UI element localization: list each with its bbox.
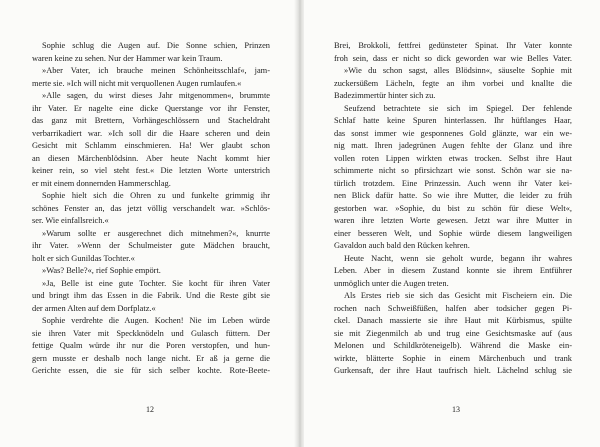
text-line: Schlaf hatte keine Spuren hinterlassen. Ihr hüftlanges Haar, xyxy=(334,116,572,125)
text-line: Als Erstes rieb sie sich das Gesicht mit Fischeiern ein. Die xyxy=(344,291,572,300)
text-line: keiner rein, so viel steht fest.« Die letzten Worte unterstrich xyxy=(32,166,270,175)
text-line: »Aber Vater, ich brauche meinen Schönheitsschlaf«, jam- xyxy=(42,66,270,75)
text-line: rochen nach Schweißfüßen, halfen aber todsicher gegen Pi- xyxy=(334,303,572,313)
text-line: Sophie hielt sich die Ohren zu und funkelte grimmig ihr xyxy=(42,191,270,200)
text-line: gestorben war. »Sophie, du bist zu schön für diese Welt«, xyxy=(334,203,572,213)
text-line: merte sie. »Ich will nicht mit verquollenen Augen rumlaufen.« xyxy=(32,78,242,88)
page-number-left: 12 xyxy=(146,405,154,414)
text-line: Badezimmertür hinter sich zu. xyxy=(334,91,436,100)
text-line: er mit einem donnernden Hammerschlag. xyxy=(32,178,171,188)
text-line: der armen Alten auf dem Dorfplatz.« xyxy=(32,303,156,313)
text-line: unmöglich unter die Augen treten. xyxy=(334,278,449,288)
text-line: und bringt ihm das Essen in die Fabrik. Und die Reste gibt sie xyxy=(32,291,270,300)
text-line: Gerichte essen, die sie für sich selber kochte. Rote-Beete- xyxy=(32,366,270,375)
text-line: fettige Qualm würde ihr nur die Poren verstopfen, und hun- xyxy=(32,341,270,350)
page-number-right: 13 xyxy=(452,405,460,414)
text-line: froh sein, dass er nicht so dick geworden war wie Belles Vater. xyxy=(334,53,572,63)
text-line: Gurkensaft, der ihre Haut taufrisch hielt. Lächelnd schlug sie xyxy=(334,366,572,375)
text-line: verbarrikadiert war. »Ich soll dir die Haare scheren und dein xyxy=(32,128,270,138)
text-line: Melonen und Schildkröteneigelb). Während die Maske ein- xyxy=(334,341,572,350)
text-line: holt er sich Gunildas Tochter.« xyxy=(32,253,135,263)
text-line: »Wie du schon sagst, alles Blödsinn«, säuselte Sophie mit xyxy=(344,66,572,75)
text-line: vollen roten Lippen wirkten etwas trocken. Selbst ihre Haut xyxy=(334,153,572,163)
text-line: Gavaldon auch bald den Rücken kehren. xyxy=(334,241,470,250)
text-line: »Ja, Belle ist eine gute Tochter. Sie kocht für ihren Vater xyxy=(42,278,270,288)
text-line: Gesicht mit Schlamm einschmieren. Ha! Wer glaubt schon xyxy=(32,141,270,150)
text-line: nen Blick dafür hatte. So wie ihre Mutter, die leider zu früh xyxy=(334,191,572,200)
text-line: schönes Fenster an, das jetzt völlig verschandelt war. »Schlös- xyxy=(32,203,270,213)
text-line: das sonst immer wie gesponnenes Gold glänzte, war ein we- xyxy=(334,128,572,138)
text-line: ihr Vater. Er nagelte eine dicke Querstange vor ihr Fenster, xyxy=(32,103,270,113)
right-page-text xyxy=(334,40,572,378)
text-line: »Alle sagen, du wirst dieses Jahr mitgenommen«, brummte xyxy=(42,91,270,100)
text-line: nig matt. Ihren jadegrünen Augen fehlte der Glanz und ihre xyxy=(334,141,572,150)
text-line: sie ihren Vater mit Speckknödeln und Gulasch füttern. Der xyxy=(32,328,270,338)
text-line: einer besseren Welt, und Sophie würde diesem langweiligen xyxy=(334,228,572,238)
text-line: zuckersüßem Lächeln, fegte an ihm vorbei und knallte die xyxy=(334,78,572,88)
text-line: Sophie schlug die Augen auf. Die Sonne schien, Prinzen xyxy=(42,41,270,50)
text-line: an diesen Märchenblödsinn. Aber heute Nacht kommt hier xyxy=(32,153,270,163)
text-line: waren keine zu sehen. Nur der Hammer war kein Traum. xyxy=(32,53,223,63)
left-page xyxy=(0,0,296,447)
text-line: ihr Vater. »Wenn der Schulmeister gute Mädchen braucht, xyxy=(32,241,270,250)
text-line: ser. Wie einfallsreich.« xyxy=(32,216,109,225)
text-line: das ganz mit Brettern, Vorhängeschlössern und Stacheldraht xyxy=(32,116,270,125)
text-line: Sophie verdrehte die Augen. Kochen! Nie im Leben würde xyxy=(42,316,270,325)
text-line: »Warum sollte er ausgerechnet dich mitnehmen?«, knurrte xyxy=(42,228,270,238)
text-line: ckel. Danach massierte sie ihre Haut mit Kürbismus, spülte xyxy=(334,316,572,325)
text-line: »Was? Belle?«, rief Sophie empört. xyxy=(42,266,161,275)
left-page-text xyxy=(32,40,270,378)
text-line: Brei, Brokkoli, fettfrei gedünsteter Spinat. Ihr Vater konnte xyxy=(334,41,572,50)
text-line: sie mit Ziegenmilch ab und trug eine Gesichtsmaske auf (aus xyxy=(334,328,572,338)
text-line: schimmerte nicht so pfirsichzart wie sonst. Schön war sie na- xyxy=(334,166,572,175)
text-line: Seufzend betrachtete sie sich im Spiegel. Der fehlende xyxy=(344,103,572,113)
right-page xyxy=(304,0,600,447)
text-line: waren ihre letzten Worte gewesen. Jetzt war ihre Mutter in xyxy=(334,216,572,225)
text-line: türlich trotzdem. Eine Prinzessin. Auch wenn ihr Vater kei- xyxy=(334,178,572,188)
text-line: wirkte, blätterte Sophie in einem Märchenbuch und trank xyxy=(334,353,572,363)
text-line: gern musste er deshalb noch lange nicht. Er aß ja gerne die xyxy=(32,353,270,363)
text-line: Heute Nacht, wenn sie geholt wurde, begann ihr wahres xyxy=(344,253,572,263)
text-line: Leben. Aber in diesem Zustand konnte sie ihrem Entführer xyxy=(334,266,572,275)
